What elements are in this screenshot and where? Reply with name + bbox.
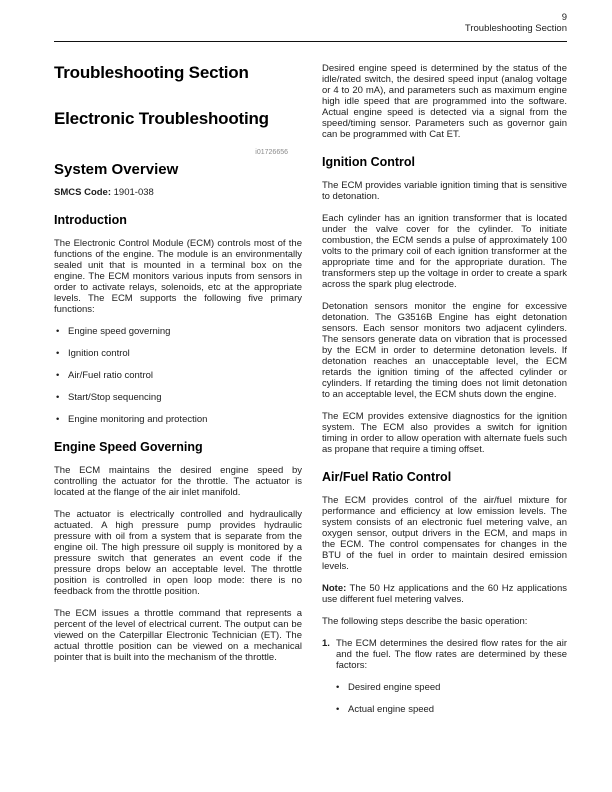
esg-continued-paragraph: Desired engine speed is determined by the status of the idle/rated switch, the desired speed input (analog voltage or 4 to 20 mA), and parameters such as maximum engine high idle speed that are programmed into the software. Actual engine speed is detected via a signal from the speed/timing sensor. Parameters such as governor gain can be programmed with Cat ET. — [322, 63, 567, 140]
esg-paragraph-3: The ECM issues a throttle command that represents a percent of the level of electrical current. The output can be viewed on the Caterpillar Electronic Technician (ET). The actual throttle position can be viewed on a mechanical pointer that is built into the mechanism of the throttle. — [54, 608, 302, 663]
step-1 — [322, 638, 567, 671]
note-paragraph — [322, 583, 567, 605]
ignition-paragraph-3: Detonation sensors monitor the engine for excessive detonation. The G3516B Engine has eight detonation sensors. Each sensor monitors two adjacent cylinders. The sensors generate data on vibration that is processed by the ECM in order to determine detonation levels. If detonation reaches an unacceptable level, the ECM retards the ignition timing of the affected cylinder or cylinders. If retarding the timing does not limit detonation to an acceptable level, the ECM shuts down the engine. — [322, 301, 567, 400]
list-item: • Engine monitoring and protection — [54, 414, 302, 425]
heading-engine-speed-governing: Engine Speed Governing — [54, 440, 203, 454]
page-header — [54, 12, 567, 34]
esg-paragraph-1: The ECM maintains the desired engine speed by controlling the actuator for the throttle. The actuator is located at the flange of the air inlet manifold. — [54, 465, 302, 498]
smcs-code-label: SMCS Code: — [54, 187, 111, 198]
airfuel-paragraph-1: The ECM provides control of the air/fuel mixture for performance and efficiency at low emission levels. The system consists of an electronic fuel metering valve, an oxygen sensor, output drivers in the ECM, and maps in the ECM. The control compensates for changes in the BTU of the fuel in order to maintain desired emission levels. — [322, 495, 567, 572]
doc-id-code: i01726656 — [255, 149, 288, 156]
ignition-paragraph-2: Each cylinder has an ignition transformer that is located under the valve cover for the cylinder. To initiate combustion, the ECM sends a pulse of approximately 100 volts to the primary coil of each ignition transformer at the appropriate time and for the appropriate duration. The transformers step up the voltage in order to create a spark across the spark plug electrode. — [322, 213, 567, 290]
heading-air-fuel-ratio-control: Air/Fuel Ratio Control — [322, 470, 452, 484]
header-rule — [54, 41, 567, 42]
page-number: 9 — [561, 12, 567, 23]
list-item: • Air/Fuel ratio control — [54, 370, 302, 381]
step-1-factors-list — [336, 682, 567, 715]
running-header-title: Troubleshooting Section — [464, 23, 567, 34]
step-text: The ECM determines the desired flow rates for the air and the fuel. The flow rates are determined by these factors: — [336, 638, 567, 671]
right-column — [322, 63, 567, 792]
chapter-title: Electronic Troubleshooting — [54, 109, 269, 128]
list-item: • Engine speed governing — [54, 326, 302, 337]
topic-title: System Overview — [54, 161, 179, 178]
smcs-code-value: 1901-038 — [113, 187, 154, 198]
left-column — [54, 63, 302, 792]
note-text: The 50 Hz applications and the 60 Hz applications use different fuel metering valves. — [322, 583, 567, 605]
ignition-paragraph-1: The ECM provides variable ignition timing that is sensitive to detonation. — [322, 180, 567, 202]
list-item: • Ignition control — [54, 348, 302, 359]
note-label: Note: — [322, 583, 347, 594]
list-item: • Desired engine speed — [336, 682, 567, 693]
step-number: 1. — [322, 638, 330, 649]
smcs-code-line — [54, 187, 302, 198]
esg-paragraph-2: The actuator is electrically controlled and hydraulically actuated. A high pressure pump provides hydraulic pressure with oil from a system that is separate from the engine oil. The high pressure oil supply is monitored by a pressure switch that generates an event code if the pressure drops below an acceptable level. The throttle position is controlled in open loop mode: there is no feedback from the throttle position. — [54, 509, 302, 597]
ignition-paragraph-4: The ECM provides extensive diagnostics for the ignition system. The ECM also provides a switch for ignition timing in order to allow operation with alternate fuels such as propane that require a timing offset. — [322, 411, 567, 455]
list-item: • Actual engine speed — [336, 704, 567, 715]
section-title: Troubleshooting Section — [54, 63, 249, 82]
primary-functions-list — [54, 326, 302, 425]
heading-introduction: Introduction — [54, 213, 127, 227]
intro-paragraph: The Electronic Control Module (ECM) controls most of the functions of the engine. The module is an environmentally sealed unit that is mounted in a terminal box on the engine. The ECM monitors various inputs from sensors in order to activate relays, solenoids, etc at the appropriate levels. The ECM supports the following five primary functions: — [54, 238, 302, 315]
list-item: • Start/Stop sequencing — [54, 392, 302, 403]
steps-intro-paragraph: The following steps describe the basic operation: — [322, 616, 528, 627]
content-columns — [54, 63, 567, 792]
heading-ignition-control: Ignition Control — [322, 155, 416, 169]
